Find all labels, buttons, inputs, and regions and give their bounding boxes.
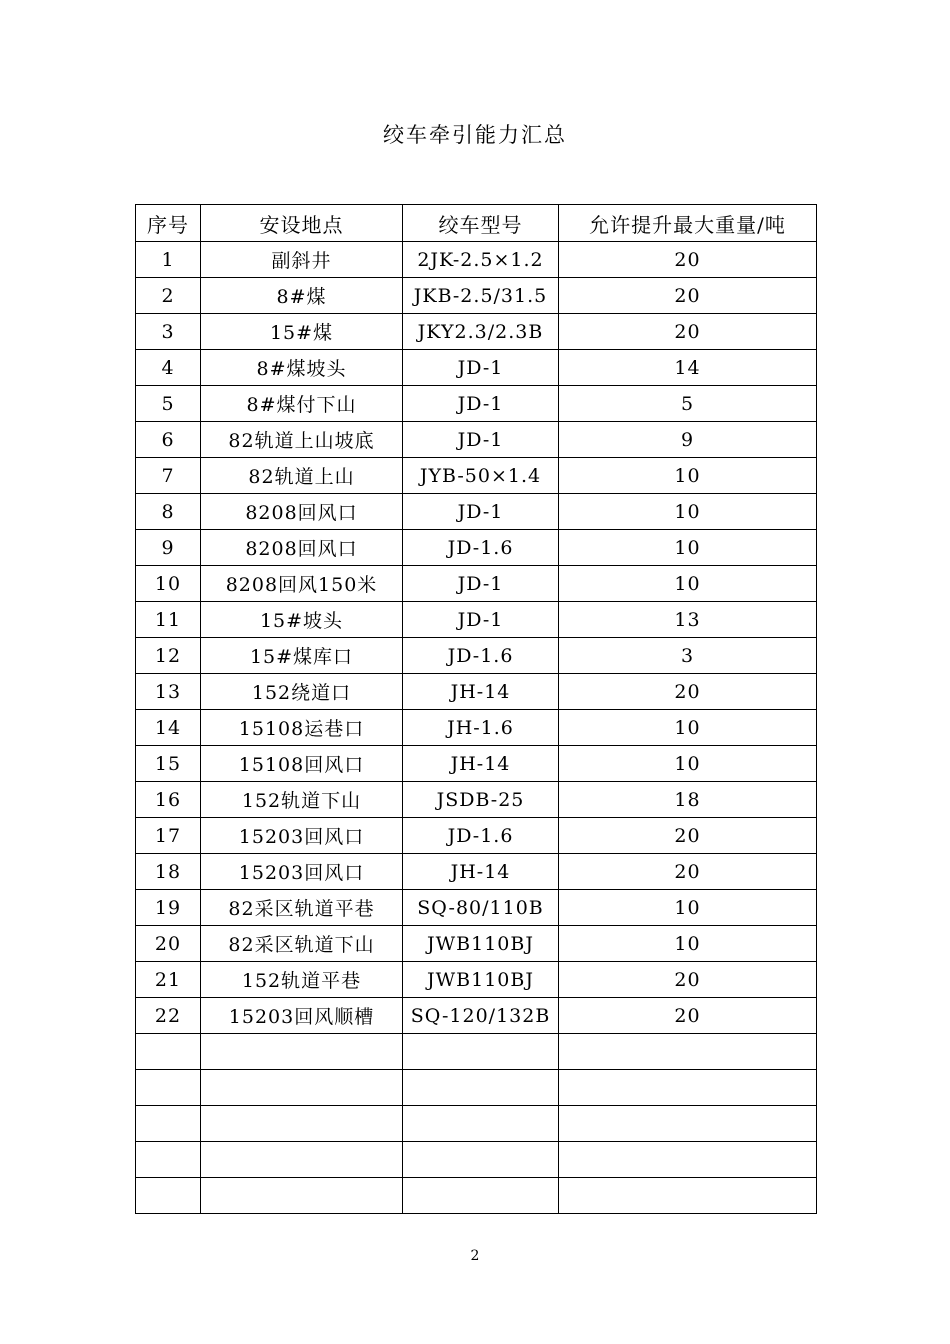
cell-location: 8208回风150米: [201, 566, 403, 602]
cell-max-weight: 10: [559, 746, 817, 782]
cell-model: JD-1: [403, 350, 559, 386]
cell-model: JH-14: [403, 854, 559, 890]
cell-seq: 14: [136, 710, 201, 746]
cell-model: [403, 1070, 559, 1106]
cell-seq: 20: [136, 926, 201, 962]
cell-location: 15#坡头: [201, 602, 403, 638]
cell-max-weight: 20: [559, 278, 817, 314]
cell-location: 152绕道口: [201, 674, 403, 710]
cell-max-weight: 10: [559, 494, 817, 530]
header-location: 安设地点: [201, 205, 403, 242]
cell-model: JH-1.6: [403, 710, 559, 746]
cell-seq: 8: [136, 494, 201, 530]
cell-max-weight: [559, 1070, 817, 1106]
cell-seq: 19: [136, 890, 201, 926]
cell-location: 152轨道下山: [201, 782, 403, 818]
cell-max-weight: 18: [559, 782, 817, 818]
page-number: 2: [470, 1248, 480, 1264]
table-row: [136, 458, 817, 494]
cell-model: JD-1.6: [403, 818, 559, 854]
cell-seq: [136, 1142, 201, 1178]
cell-seq: [136, 1070, 201, 1106]
cell-model: JD-1.6: [403, 638, 559, 674]
cell-max-weight: 10: [559, 890, 817, 926]
cell-model: [403, 1178, 559, 1214]
cell-model: [403, 1142, 559, 1178]
cell-max-weight: 3: [559, 638, 817, 674]
cell-seq: 21: [136, 962, 201, 998]
table-row: [136, 602, 817, 638]
cell-location: 15108回风口: [201, 746, 403, 782]
table-row: [136, 854, 817, 890]
cell-seq: [136, 1106, 201, 1142]
table-row: [136, 422, 817, 458]
cell-max-weight: 20: [559, 314, 817, 350]
table-row: [136, 926, 817, 962]
cell-model: JD-1: [403, 566, 559, 602]
table-row: [136, 1106, 817, 1142]
cell-model: JWB110BJ: [403, 926, 559, 962]
cell-location: 82轨道上山: [201, 458, 403, 494]
cell-seq: 12: [136, 638, 201, 674]
cell-seq: 16: [136, 782, 201, 818]
table-row: [136, 530, 817, 566]
cell-location: 8208回风口: [201, 530, 403, 566]
table-row: [136, 818, 817, 854]
cell-location: 8#煤付下山: [201, 386, 403, 422]
cell-max-weight: 10: [559, 530, 817, 566]
cell-max-weight: [559, 1178, 817, 1214]
cell-max-weight: 20: [559, 998, 817, 1034]
cell-seq: 5: [136, 386, 201, 422]
table-row: [136, 494, 817, 530]
cell-seq: 17: [136, 818, 201, 854]
cell-model: JD-1: [403, 494, 559, 530]
cell-max-weight: 13: [559, 602, 817, 638]
cell-max-weight: 14: [559, 350, 817, 386]
table-row: [136, 566, 817, 602]
cell-model: JKY2.3/2.3B: [403, 314, 559, 350]
table-row: [136, 314, 817, 350]
cell-max-weight: 20: [559, 674, 817, 710]
table-row: [136, 1142, 817, 1178]
cell-model: JKB-2.5/31.5: [403, 278, 559, 314]
cell-model: [403, 1034, 559, 1070]
cell-seq: 18: [136, 854, 201, 890]
cell-max-weight: [559, 1034, 817, 1070]
cell-seq: 22: [136, 998, 201, 1034]
cell-model: JH-14: [403, 746, 559, 782]
cell-model: JSDB-25: [403, 782, 559, 818]
cell-model: JD-1: [403, 386, 559, 422]
table-row: [136, 278, 817, 314]
cell-model: [403, 1106, 559, 1142]
cell-seq: 1: [136, 242, 201, 278]
header-seq: 序号: [136, 205, 201, 242]
cell-seq: 15: [136, 746, 201, 782]
cell-max-weight: 5: [559, 386, 817, 422]
table-row: [136, 890, 817, 926]
cell-location: 8208回风口: [201, 494, 403, 530]
table-row: [136, 386, 817, 422]
cell-max-weight: [559, 1106, 817, 1142]
cell-max-weight: 10: [559, 710, 817, 746]
header-model: 绞车型号: [403, 205, 559, 242]
cell-model: JYB-50×1.4: [403, 458, 559, 494]
cell-model: JD-1.6: [403, 530, 559, 566]
cell-model: SQ-80/110B: [403, 890, 559, 926]
table-row: [136, 998, 817, 1034]
document-title: 绞车牵引能力汇总: [383, 123, 567, 147]
table-row: [136, 1178, 817, 1214]
cell-location: [201, 1142, 403, 1178]
table-row: [136, 1070, 817, 1106]
cell-max-weight: 10: [559, 926, 817, 962]
cell-seq: 4: [136, 350, 201, 386]
cell-location: [201, 1034, 403, 1070]
cell-max-weight: 20: [559, 242, 817, 278]
cell-location: 8#煤: [201, 278, 403, 314]
cell-location: 15108运巷口: [201, 710, 403, 746]
cell-model: JWB110BJ: [403, 962, 559, 998]
cell-location: 15203回风顺槽: [201, 998, 403, 1034]
table-row: [136, 782, 817, 818]
winch-summary-table: [135, 204, 817, 1214]
cell-max-weight: 20: [559, 818, 817, 854]
cell-location: [201, 1178, 403, 1214]
cell-max-weight: 9: [559, 422, 817, 458]
header-max-weight: 允许提升最大重量/吨: [559, 205, 817, 242]
cell-max-weight: [559, 1142, 817, 1178]
cell-max-weight: 10: [559, 458, 817, 494]
cell-seq: 9: [136, 530, 201, 566]
cell-model: JD-1: [403, 422, 559, 458]
cell-seq: [136, 1034, 201, 1070]
table-body: [136, 242, 817, 1214]
cell-location: [201, 1106, 403, 1142]
cell-location: 15#煤: [201, 314, 403, 350]
cell-seq: 3: [136, 314, 201, 350]
table-row: [136, 350, 817, 386]
cell-location: 15203回风口: [201, 818, 403, 854]
cell-location: 82采区轨道下山: [201, 926, 403, 962]
cell-model: SQ-120/132B: [403, 998, 559, 1034]
table-row: [136, 242, 817, 278]
cell-seq: 7: [136, 458, 201, 494]
cell-max-weight: 20: [559, 854, 817, 890]
cell-seq: 10: [136, 566, 201, 602]
cell-location: 15#煤库口: [201, 638, 403, 674]
cell-model: JH-14: [403, 674, 559, 710]
table-row: [136, 1034, 817, 1070]
cell-model: 2JK-2.5×1.2: [403, 242, 559, 278]
cell-location: 82采区轨道平巷: [201, 890, 403, 926]
table-row: [136, 638, 817, 674]
cell-seq: 2: [136, 278, 201, 314]
cell-seq: 13: [136, 674, 201, 710]
table-row: [136, 746, 817, 782]
cell-location: 15203回风口: [201, 854, 403, 890]
cell-location: [201, 1070, 403, 1106]
cell-location: 152轨道平巷: [201, 962, 403, 998]
cell-seq: 6: [136, 422, 201, 458]
table-header-row: [136, 205, 817, 242]
cell-seq: [136, 1178, 201, 1214]
table-row: [136, 674, 817, 710]
table-row: [136, 710, 817, 746]
cell-max-weight: 10: [559, 566, 817, 602]
cell-location: 8#煤坡头: [201, 350, 403, 386]
table-row: [136, 962, 817, 998]
cell-max-weight: 20: [559, 962, 817, 998]
cell-seq: 11: [136, 602, 201, 638]
cell-location: 82轨道上山坡底: [201, 422, 403, 458]
cell-location: 副斜井: [201, 242, 403, 278]
cell-model: JD-1: [403, 602, 559, 638]
